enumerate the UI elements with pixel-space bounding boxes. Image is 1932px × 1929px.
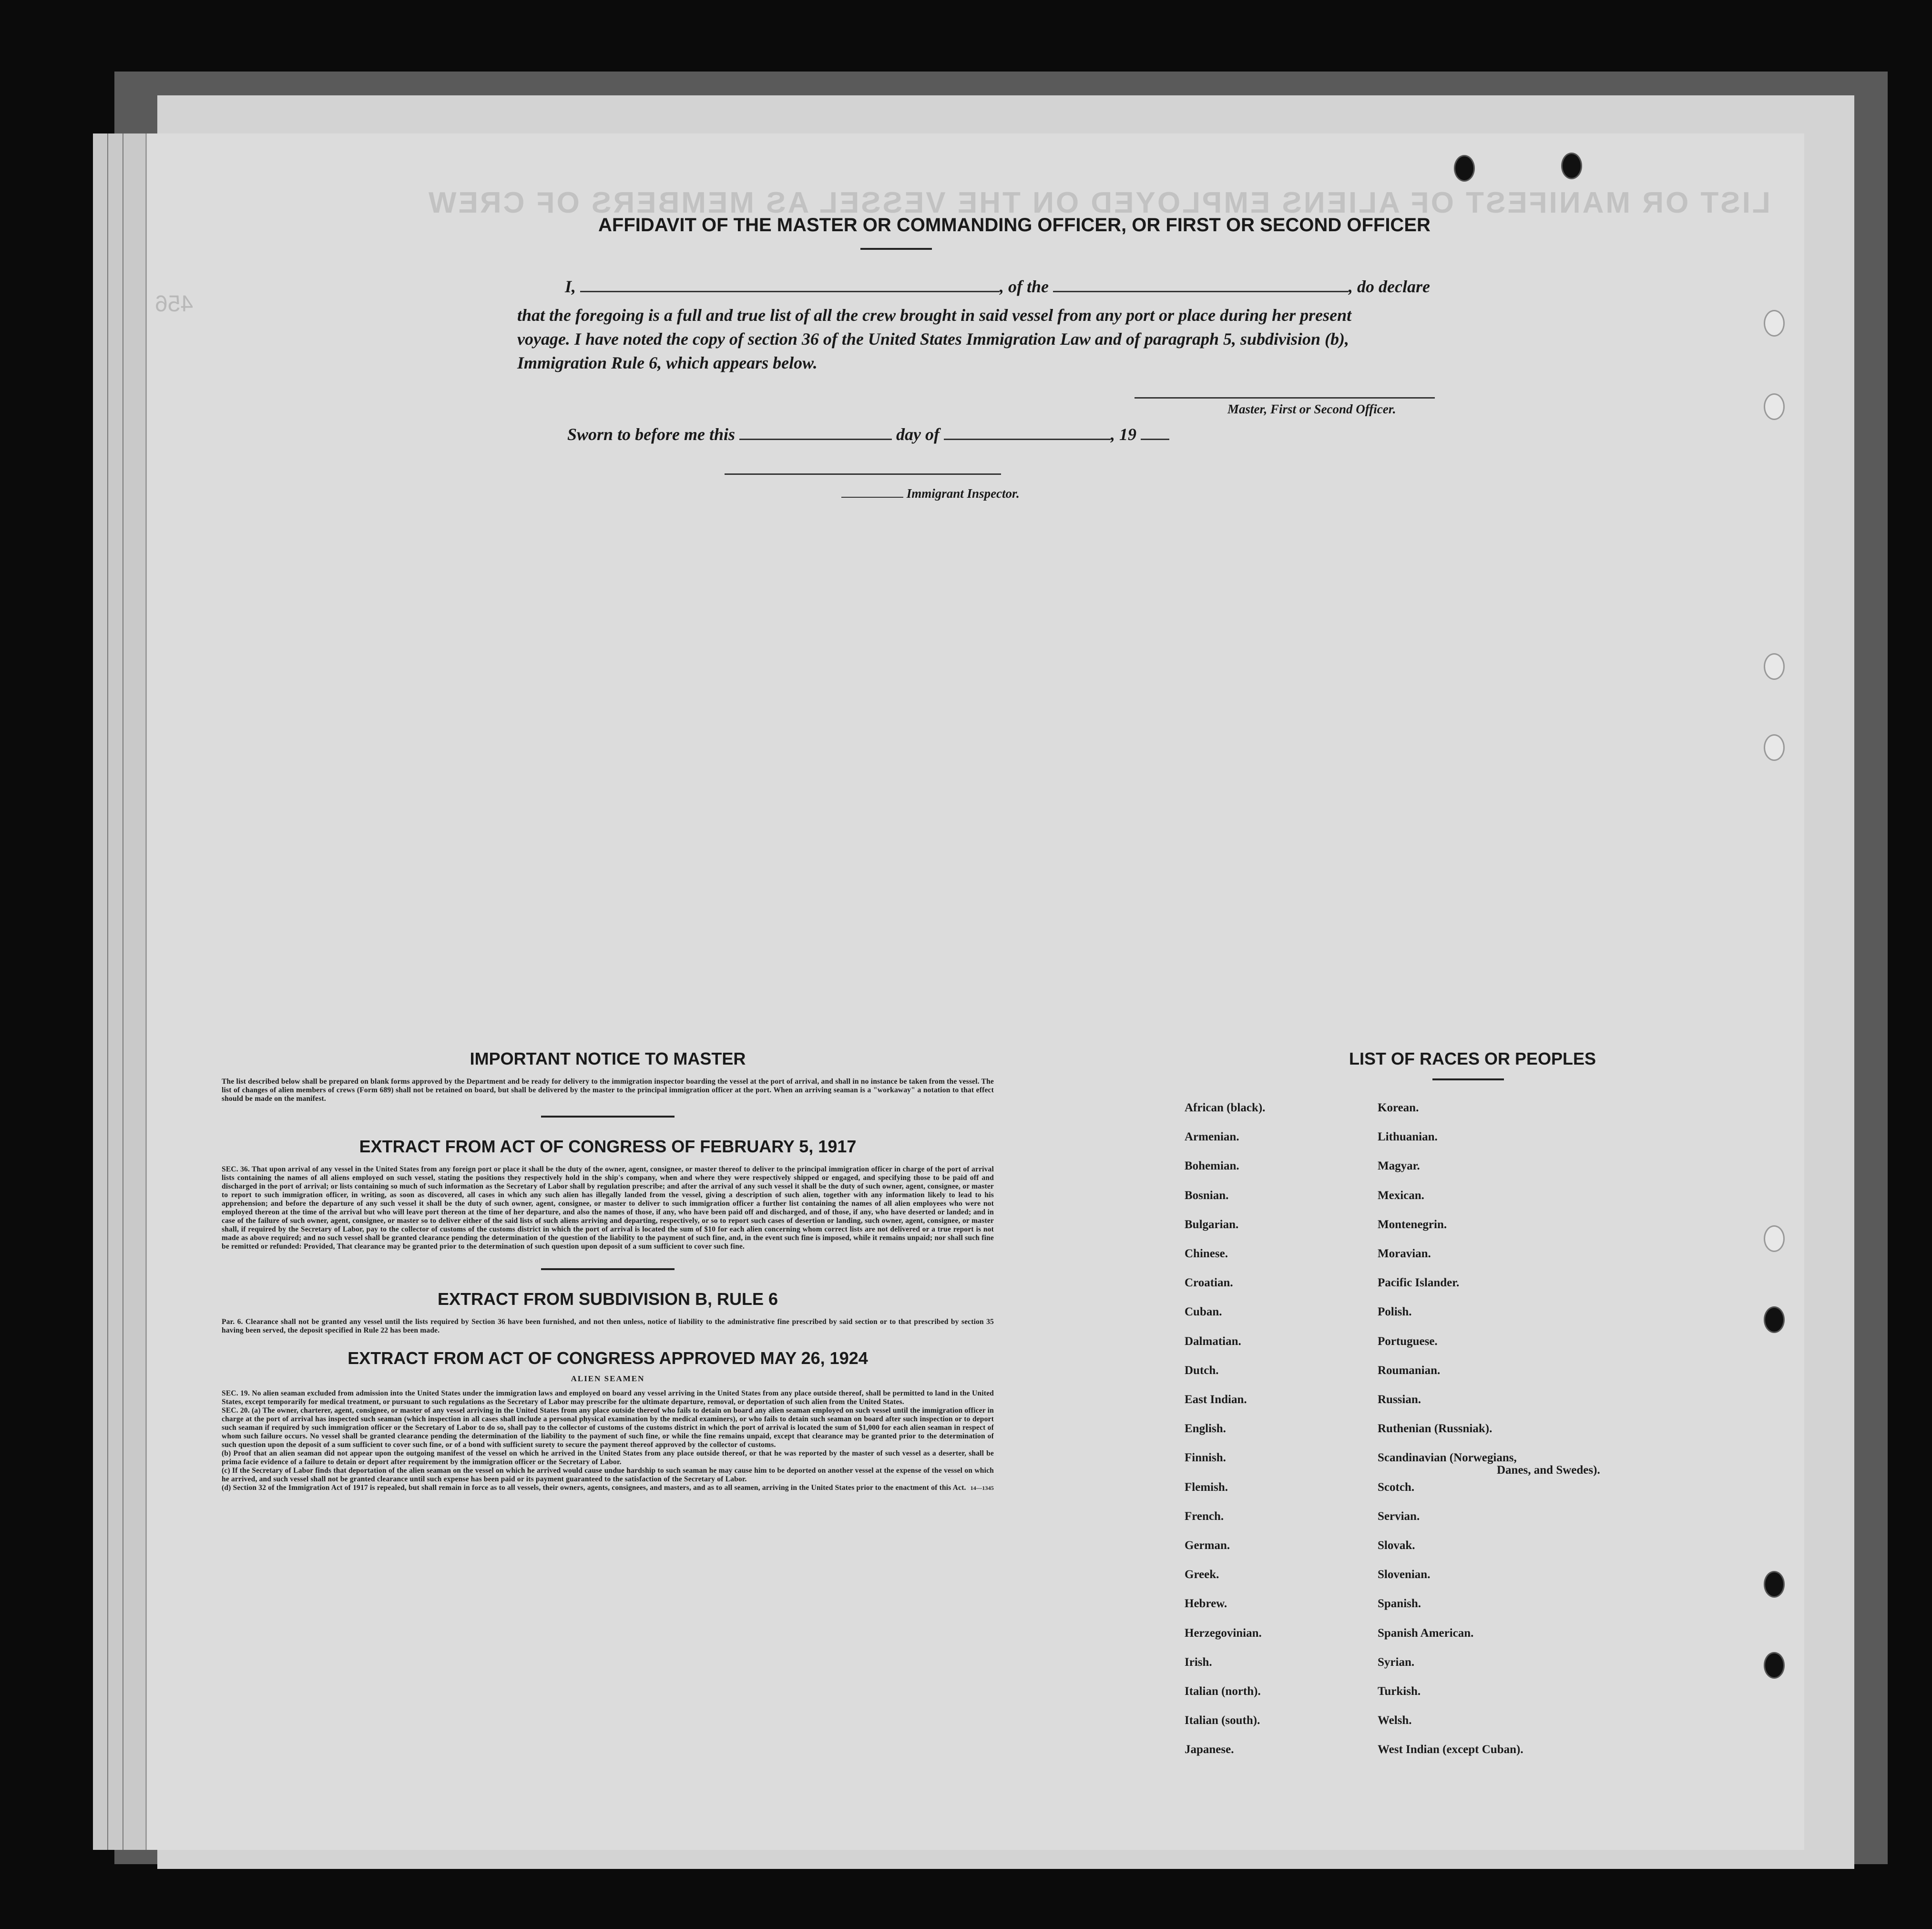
extract-1917-title: EXTRACT FROM ACT OF CONGRESS OF FEBRUARY 5, 1917 <box>359 1137 857 1156</box>
notice-title: IMPORTANT NOTICE TO MASTER <box>470 1049 746 1068</box>
race-item: Greek. <box>1185 1568 1219 1581</box>
race-item: French. <box>1185 1509 1224 1523</box>
race-item: Slovenian. <box>1378 1568 1431 1581</box>
punch-hole <box>1764 1306 1785 1333</box>
separator <box>541 1116 675 1118</box>
affidavit-i: I, <box>565 277 576 296</box>
race-item: Russian. <box>1378 1393 1421 1406</box>
race-item: Pacific Islander. <box>1378 1276 1460 1290</box>
punch-hole <box>1764 734 1785 761</box>
race-item: Italian (north). <box>1185 1685 1261 1698</box>
race-item: Italian (south). <box>1185 1714 1260 1727</box>
race-item: Finnish. <box>1185 1451 1226 1465</box>
punch-hole <box>1764 653 1785 680</box>
race-item: Slovak. <box>1378 1539 1415 1552</box>
race-item: Lithuanian. <box>1378 1130 1438 1144</box>
race-item: Hebrew. <box>1185 1597 1227 1611</box>
master-name-blank[interactable] <box>580 291 1000 292</box>
race-item: Dutch. <box>1185 1364 1219 1377</box>
affidavit-declare: , do declare <box>1349 277 1430 296</box>
bleedthrough-heading: LIST OR MANIFEST OF ALIENS EMPLOYED ON THE VESSEL AS MEMBERS OF CREW <box>427 186 1770 219</box>
race-item: Portuguese. <box>1378 1334 1438 1348</box>
race-item: Magyar. <box>1378 1159 1420 1173</box>
title-rule <box>860 248 932 250</box>
inspector-label-text: Immigrant Inspector. <box>906 486 1020 501</box>
race-item: Irish. <box>1185 1655 1212 1669</box>
race-item: Polish. <box>1378 1305 1412 1319</box>
inspector-signature-line[interactable] <box>725 473 1001 475</box>
document-page <box>93 133 1804 1850</box>
race-item: Korean. <box>1378 1101 1419 1114</box>
race-item: Turkish. <box>1378 1685 1421 1698</box>
race-item: African (black). <box>1185 1101 1266 1114</box>
race-item: Ruthenian (Russniak). <box>1378 1422 1492 1436</box>
binding-margin <box>93 133 147 1850</box>
race-item: Bosnian. <box>1185 1189 1229 1202</box>
race-item: German. <box>1185 1539 1230 1552</box>
sec20c-text: (c) If the Secretary of Labor finds that deportation of the alien seaman on the vessel on which he arrived would cause undue hardship to such seaman he may cause him to be deported on another vessel at the expense of the vessel on which he arrived, and such vessel shall not be granted clearance until such expense has been paid or its payment guaranteed to the satisfaction of the Secretary of Labor. <box>222 1467 994 1483</box>
race-item-continuation: Danes, and Swedes). <box>1497 1464 1600 1477</box>
race-item: Spanish American. <box>1378 1626 1474 1640</box>
race-item: Welsh. <box>1378 1714 1412 1727</box>
notice-column <box>222 1049 994 1492</box>
race-item: Spanish. <box>1378 1597 1421 1611</box>
notice-text: The list described below shall be prepared on blank forms approved by the Department and be ready for delivery to the immigration inspector boarding the vessel at the port of arrival, and shall in no instance be taken from the vessel. The list of changes of alien members of crews (Form 689) shall not be retained on board, but shall be delivered by the master to the principal immigration officer at the port. When an arriving seaman is a "workaway" a notation to that effect should be made on the manifest. <box>222 1077 994 1103</box>
sec20a-text: SEC. 20. (a) The owner, charterer, agent, consignee, or master of any vessel arriving in the United States from any place outside thereof who fails to detain on board any alien seaman employed on such vessel until the immigration officer in charge at the port of arrival has inspected such seaman (which inspection in all cases shall include a personal physical examination by the medical examiners), or who fails to detain such seaman on board after such inspection or to deport such seaman if required by such immigration officer or the Secretary of Labor to do so, shall pay to the collector of customs of the customs district in which the port of arrival is located the sum of $1,000 for each alien seaman in respect of whom such failure occurs. No vessel shall be granted clearance pending the determination of the liability to the payment of such fine, or while the fine remains unpaid, except that clearance may be granted prior to the determination of such question upon the deposit of a sum sufficient to cover such fine, or of a bond with sufficient surety to secure the payment thereof approved by the collector of customs. <box>222 1406 994 1449</box>
affidavit-line-2: that the foregoing is a full and true list of all the crew brought in said vessel from any port or place during her present <box>517 306 1352 325</box>
race-item: English. <box>1185 1422 1226 1436</box>
separator <box>541 1268 675 1270</box>
sworn-line <box>567 424 1169 444</box>
race-item: Scandinavian (Norwegians, <box>1378 1451 1517 1465</box>
punch-hole <box>1764 1571 1785 1598</box>
vessel-name-blank[interactable] <box>1053 291 1349 292</box>
race-item: Bulgarian. <box>1185 1218 1239 1231</box>
extract-rule6-text: Par. 6. Clearance shall not be granted any vessel until the lists required by Section 36 have been furnished, and not then unless, notice of liability to the administrative fine prescribed by said section or to that prescribed by section 35 having been served, the deposit specified in Rule 22 has been made. <box>222 1318 994 1334</box>
year-prefix: , 19 <box>1111 425 1137 444</box>
punch-hole <box>1454 155 1475 182</box>
affidavit-line-1 <box>565 277 1430 297</box>
race-item: Herzegovinian. <box>1185 1626 1262 1640</box>
punch-hole <box>1764 1225 1785 1252</box>
race-item: Dalmatian. <box>1185 1334 1241 1348</box>
margin-rule <box>107 133 108 1850</box>
affidavit-title: AFFIDAVIT OF THE MASTER OR COMMANDING OFFICER, OR FIRST OR SECOND OFFICER <box>598 215 1431 236</box>
race-item: Flemish. <box>1185 1480 1228 1494</box>
extract-1917-text: SEC. 36. That upon arrival of any vessel in the United States from any foreign port or place it shall be the duty of the owner, agent, consignee, or master thereof to deliver to the principal immigration officer in charge of the port of arrival lists containing the names of all aliens employed on such vessel, stating the positions they respectively hold in the ship's company, when and where they were respectively shipped or engaged, and specifying those to be paid off and discharged in the port of arrival; or lists containing so much of such information as the Secretary of Labor shall by regulation prescribe; and after the arrival of any such vessel it shall be the duty of such owner, agent, consignee, or master to report to such immigration officer, in writing, as soon as discovered, all cases in which any such alien has illegally landed from the vessel, giving a description of such alien, together with any information likely to lead to his apprehension; and before the departure of any such vessel it shall be the duty of such owner, agent, consignee, or master to deliver to such immigration officer a further list containing the names of all alien employees who were not employed thereon at the time of the arrival but who will leave port thereon at the time of her departure, and also the names of those, if any, who have been paid off and discharged, and of those, if any, who have deserted or landed; and in case of the failure of such owner, agent, consignee, or master so to deliver either of the said lists of such aliens arriving and departing, respectively, or so to report such cases of desertion or landing, such owner, agent, consignee, or master shall, if required by the Secretary of Labor, pay to the collector of customs of the customs district in which the port of arrival is located the sum of $10 for each alien concerning whom correct lists are not delivered or a true report is not made as above required; and no such vessel shall be granted clearance pending the determination of the question of the liability to the payment of such fine, and, in the event such fine is imposed, while it remains unpaid; nor shall such fine be remitted or refunded: Provided, That clearance may be granted prior to the determination of such question upon deposit of a sum sufficient to cover such fine. <box>222 1165 994 1251</box>
inspector-blank[interactable] <box>841 497 903 498</box>
race-item: Japanese. <box>1185 1743 1234 1756</box>
sec19-text: SEC. 19. No alien seaman excluded from admission into the United States under the immigration laws and employed on board any vessel arriving in the United States from any place outside thereof, shall be permitted to land in the United States, except temporarily for medical treatment, or pursuant to such regulations as the Secretary of Labor may prescribe for the ultimate departure, removal, or deportation of such alien from the United States. <box>222 1389 994 1406</box>
bleedthrough-margin-number: 456 <box>155 291 194 317</box>
extract-rule6-title: EXTRACT FROM SUBDIVISION B, RULE 6 <box>437 1289 778 1309</box>
form-number: 14—1345 <box>970 1485 994 1491</box>
race-item: Moravian. <box>1378 1247 1431 1260</box>
sworn-year-blank[interactable] <box>1141 439 1169 440</box>
inspector-signature-label <box>841 486 1020 501</box>
punch-hole <box>1561 153 1582 179</box>
sec20d-body: (d) Section 32 of the Immigration Act of 1917 is repealed, but shall remain in force as to all vessels, their owners, agents, consignees, and masters, and as to all seamen, arriving in the United States prior to the enactment of this Act. <box>222 1484 966 1492</box>
sworn-date-blank[interactable] <box>739 439 892 440</box>
affidavit-line-4: Immigration Rule 6, which appears below. <box>517 353 818 372</box>
punch-hole <box>1764 1652 1785 1679</box>
punch-hole <box>1764 310 1785 337</box>
sworn-month-blank[interactable] <box>944 439 1111 440</box>
race-item: East Indian. <box>1185 1393 1247 1406</box>
affidavit-line-3: voyage. I have noted the copy of section 36 of the United States Immigration Law and of paragraph 5, subdivision (b), <box>517 329 1349 349</box>
affidavit-of-the: , of the <box>1000 277 1049 296</box>
race-item: West Indian (except Cuban). <box>1378 1743 1523 1756</box>
race-item: Chinese. <box>1185 1247 1228 1260</box>
sec20b-text: (b) Proof that an alien seaman did not appear upon the outgoing manifest of the vessel on which he arrived in the United States from any place outside thereof, or that he was reported by the master of such vessel as a deserter, shall be prima facie evidence of a failure to detain or deport after requirement by the immigration officer or the Secretary of Labor. <box>222 1449 994 1466</box>
race-item: Mexican. <box>1378 1189 1424 1202</box>
race-item: Cuban. <box>1185 1305 1222 1319</box>
punch-hole <box>1764 393 1785 420</box>
race-item: Croatian. <box>1185 1276 1233 1290</box>
race-item: Syrian. <box>1378 1655 1415 1669</box>
master-signature-line[interactable] <box>1135 397 1435 399</box>
alien-seamen-subhead: ALIEN SEAMEN <box>571 1374 645 1383</box>
day-of-text: day of <box>896 425 940 444</box>
race-item: Servian. <box>1378 1509 1420 1523</box>
master-signature-label: Master, First or Second Officer. <box>1227 402 1396 416</box>
sec20d-text <box>222 1484 994 1492</box>
sworn-text: Sworn to before me this <box>567 425 736 444</box>
races-rule <box>1432 1078 1504 1080</box>
extract-1924-title: EXTRACT FROM ACT OF CONGRESS APPROVED MAY 26, 1924 <box>348 1348 868 1368</box>
races-title: LIST OF RACES OR PEOPLES <box>1349 1049 1596 1068</box>
race-item: Roumanian. <box>1378 1364 1441 1377</box>
race-item: Montenegrin. <box>1378 1218 1447 1231</box>
race-item: Bohemian. <box>1185 1159 1239 1173</box>
race-item: Scotch. <box>1378 1480 1415 1494</box>
race-item: Armenian. <box>1185 1130 1239 1144</box>
